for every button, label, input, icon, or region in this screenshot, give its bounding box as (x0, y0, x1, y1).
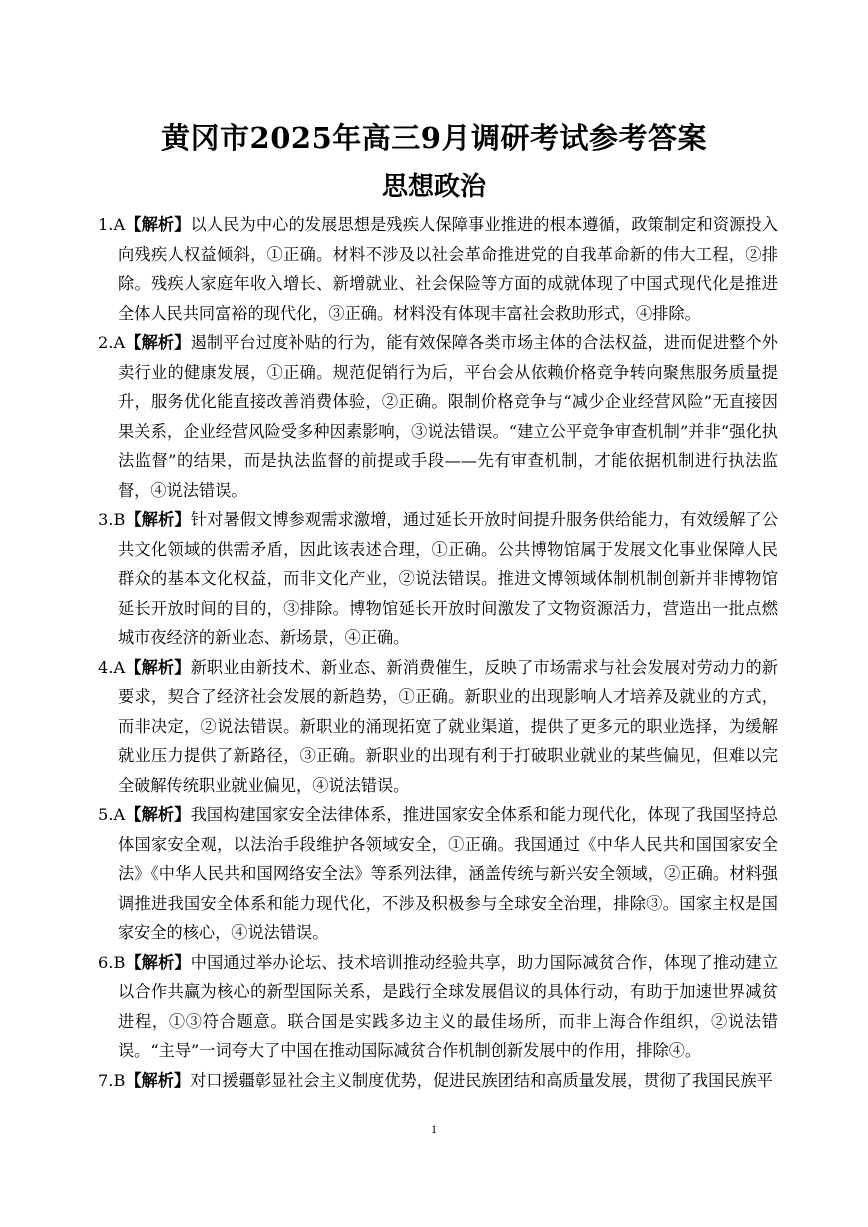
answer-text: 我国构建国家安全法律体系，推进国家安全体系和能力现代化，体现了我国坚持总体国家安全观，以法治手段维护各领域安全，①正确。我国通过《中华人民共和国国家安全法》《中华人民共和国网络安全法》等系列法律，涵盖传统与新兴安全领域，②正确。材料强调推进我国安全体系和能力现代化，不涉及积极参与全球安全治理，排除③。国家主权是国家安全的核心，④说法错误。 (118, 805, 778, 942)
analysis-tag: 【解析】 (125, 657, 191, 677)
answer-number: 1.A (98, 215, 126, 234)
analysis-tag: 【解析】 (125, 805, 191, 824)
answer-number: 7.B (98, 1070, 126, 1090)
answer-text: 针对暑假文博参观需求激增，通过延长开放时间提升服务供给能力，有效缓解了公共文化领域的供需矛盾，因此该表述合理，①正确。公共博物馆属于发展文化事业保障人民群众的基本文化权益，而非文化产业，②说法错误。推进文博领域体制机制创新并非博物馆延长开放时间的目的，③排除。博物馆延长开放时间激发了文物资源活力，营造出一批点燃城市夜经济的新业态、新场景，④正确。 (118, 510, 779, 647)
subject-title: 思想政治 (381, 172, 486, 202)
answer-item (98, 653, 778, 801)
answer-number: 5.A (98, 805, 126, 824)
answer-text: 对口援疆彰显社会主义制度优势，促进民族团结和高质量发展，贯彻了我国民族平 (190, 1070, 773, 1090)
answer-item (98, 505, 778, 653)
answer-item (98, 948, 778, 1066)
answer-item (98, 1066, 778, 1096)
answer-number: 2.A (98, 333, 126, 352)
page-number: 1 (431, 1122, 437, 1136)
answer-list (98, 210, 778, 1095)
answer-item (98, 210, 778, 328)
analysis-tag: 【解析】 (125, 215, 191, 234)
answer-number: 4.A (98, 657, 126, 677)
answer-text: 新职业由新技术、新业态、新消费催生，反映了市场需求与社会发展对劳动力的新要求，契合了经济社会发展的新趋势，①正确。新职业的出现影响人才培养及就业的方式，而非决定，②说法错误。新职业的涌现拓宽了就业渠道，提供了更多元的职业选择，为缓解就业压力提供了新路径，③正确。新职业的出现有利于打破职业就业的某些偏见，但难以完全破解传统职业就业偏见，④说法错误。 (118, 657, 778, 795)
analysis-tag: 【解析】 (125, 952, 191, 972)
answer-number: 6.B (98, 952, 126, 972)
answer-item (98, 800, 778, 948)
answer-number: 3.B (98, 510, 126, 529)
answer-item (98, 328, 778, 505)
analysis-tag: 【解析】 (125, 1070, 191, 1090)
answer-text: 中国通过举办论坛、技术培训推动经验共享，助力国际减贫合作，体现了推动建立以合作共赢为核心的新型国际关系，是践行全球发展倡议的具体行动，有助于加速世界减贫进程，①③符合题意。联合国是实践多边主义的最佳场所，而非上海合作组织，②说法错误。“主导”一词夸大了中国在推动国际减贫合作机制创新发展中的作用，排除④。 (118, 952, 779, 1060)
analysis-tag: 【解析】 (125, 510, 191, 529)
document-title: 黄冈市2025年高三9月调研考试参考答案 (161, 121, 707, 155)
answer-text: 以人民为中心的发展思想是残疾人保障事业推进的根本遵循，政策制定和资源投入向残疾人权益倾斜，①正确。材料不涉及以社会革命推进党的自我革命新的伟大工程，②排除。残疾人家庭年收入增长、新增就业、社会保险等方面的成就体现了中国式现代化是推进全体人民共同富裕的现代化，③正确。材料没有体现丰富社会救助形式，④排除。 (118, 215, 778, 323)
answer-text: 遏制平台过度补贴的行为，能有效保障各类市场主体的合法权益，进而促进整个外卖行业的健康发展，①正确。规范促销行为后，平台会从依赖价格竞争转向聚焦服务质量提升，服务优化能直接改善消费体验，②正确。限制价格竞争与“减少企业经营风险”无直接因果关系，企业经营风险受多种因素影响，③说法错误。“建立公平竞争审查机制”并非“强化执法监督”的结果，而是执法监督的前提或手段——先有审查机制，才能依据机制进行执法监督，④说法错误。 (118, 333, 778, 500)
analysis-tag: 【解析】 (125, 333, 191, 352)
